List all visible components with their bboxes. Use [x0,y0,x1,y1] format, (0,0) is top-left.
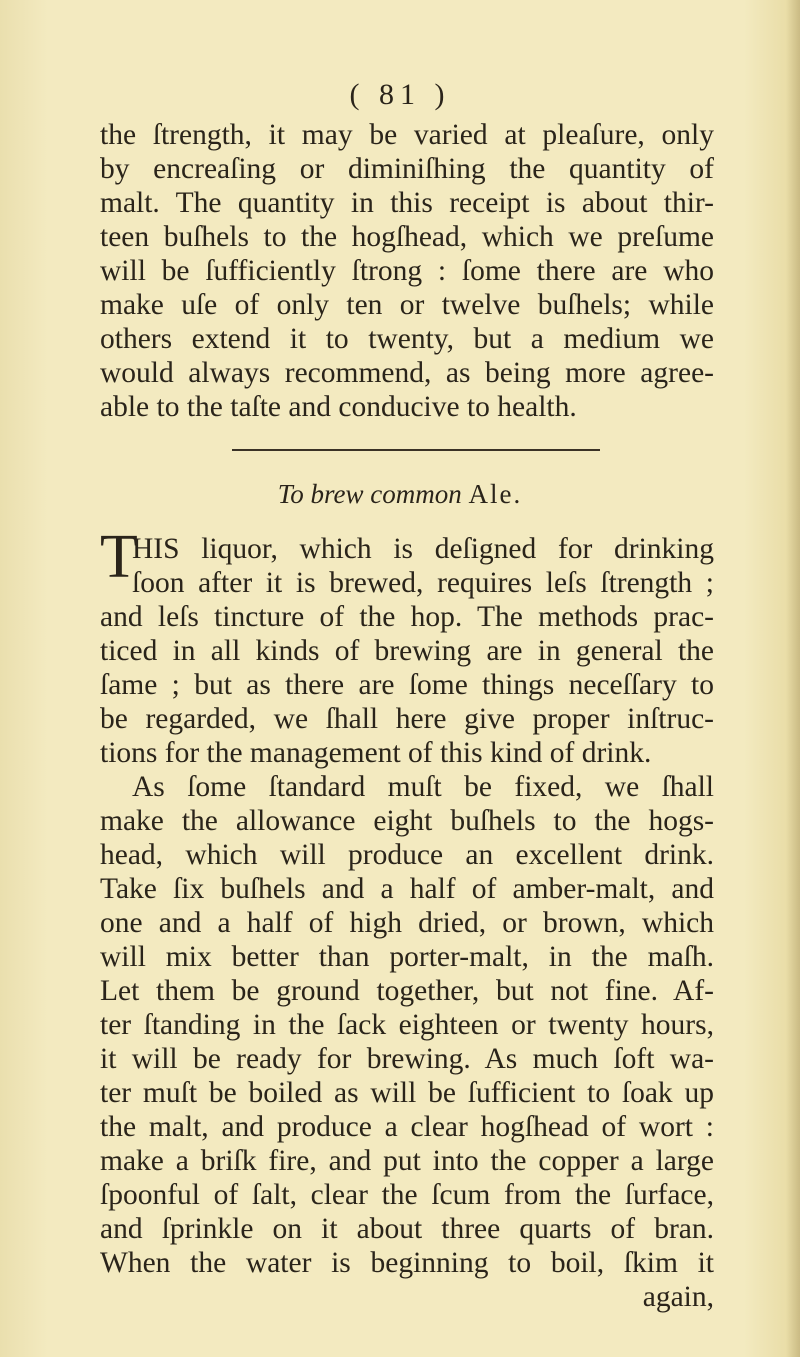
text-line: ter muſt be boiled as will be ſufficient to ſoak up [100,1077,714,1109]
text-line: ſame ; but as there are ſome things neceſſary to [100,669,714,701]
text-line: the malt, and produce a clear hogſhead of wort : [100,1111,714,1143]
text-line: it will be ready for brewing. As much ſoft wa- [100,1043,714,1075]
text-line: ter ſtanding in the ſack eighteen or twenty hours, [100,1009,714,1041]
text-line: make a briſk fire, and put into the copper a large [100,1145,714,1177]
text-line: teen buſhels to the hogſhead, which we preſume [100,221,714,253]
text-line: make uſe of only ten or twelve buſhels; while [100,289,714,321]
section-divider-rule [232,449,600,451]
text-line: ticed in all kinds of brewing are in general the [100,635,714,667]
text-line: malt. The quantity in this receipt is about thir- [100,187,714,219]
text-line: tions for the management of this kind of drink. [100,737,652,769]
catchword: again, [642,1281,714,1313]
text-line: and ſprinkle on it about three quarts of bran. [100,1213,714,1245]
text-line: HIS liquor, which is deſigned for drinking [132,533,714,565]
text-line: be regarded, we ſhall here give proper inſtruc- [100,703,714,735]
text-line: the ſtrength, it may be varied at pleaſure, only [100,119,714,151]
drop-cap: T [100,523,138,591]
text-line: would always recommend, as being more agree- [100,357,714,389]
text-line: ſpoonful of ſalt, clear the ſcum from the ſurface, [100,1179,714,1211]
section-title-italic: To brew common [277,479,462,509]
section-title [0,478,800,510]
text-line: When the water is beginning to boil, ſkim it [100,1247,714,1279]
text-line: make the allowance eight buſhels to the hogs- [100,805,714,837]
text-line: head, which will produce an excellent drink. [100,839,714,871]
text-line: able to the taſte and conducive to health. [100,391,577,423]
text-line: others extend it to twenty, but a medium we [100,323,714,355]
text-line: will mix better than porter-malt, in the maſh. [100,941,714,973]
text-line: will be ſufficiently ſtrong : ſome there are who [100,255,714,287]
page-number: ( 81 ) [349,78,451,111]
text-line: and leſs tincture of the hop. The methods prac- [100,601,714,633]
text-line: by encreaſing or diminiſhing the quantity of [100,153,714,185]
text-line: one and a half of high dried, or brown, which [100,907,714,939]
text-line: As ſome ſtandard muſt be fixed, we ſhall [132,771,714,803]
text-line: Let them be ground together, but not fine. Af- [100,975,714,1007]
text-line: ſoon after it is brewed, requires leſs ſtrength ; [132,567,714,599]
page-edge-shadow [786,0,800,1357]
text-line: Take ſix buſhels and a half of amber-malt, and [100,873,714,905]
section-title-smallcaps: Ale. [468,479,523,509]
